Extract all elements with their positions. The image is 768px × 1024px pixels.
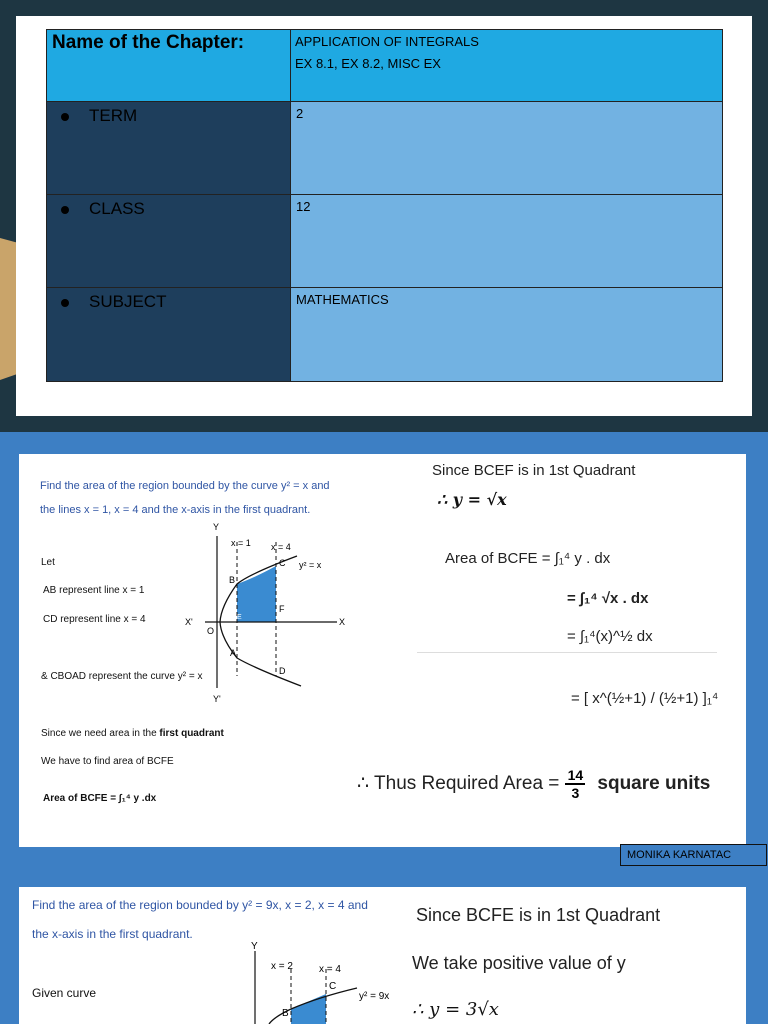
label-b: B xyxy=(229,575,236,585)
label-y: Y xyxy=(213,522,220,532)
graph-bcfe xyxy=(179,516,349,706)
label-curve: y² = 9x xyxy=(359,991,390,1002)
problem2-question-line1: Find the area of the region bounded by y² = 9x, x = 2, x = 4 and xyxy=(32,898,368,912)
chapter-label: Name of the Chapter: xyxy=(47,30,291,102)
cboad-text: & CBOAD represent the curve y² = x xyxy=(41,671,203,682)
problem1-question-line1: Find the area of the region bounded by the curve y² = x and xyxy=(40,480,330,492)
shaded-region xyxy=(237,566,276,622)
problem2-y-eq: ∴ y = 3√x xyxy=(412,999,499,1020)
label-x2: x = 2 xyxy=(271,961,293,972)
label-b: B xyxy=(282,1008,289,1019)
table-row xyxy=(47,102,723,195)
label-c: C xyxy=(329,981,337,992)
solution-result xyxy=(357,767,710,801)
solution-area1: Area of BCFE = ∫₁⁴ y . dx xyxy=(445,550,611,567)
class-label-cell xyxy=(47,195,291,288)
label-d: D xyxy=(279,666,286,676)
class-label: CLASS xyxy=(89,199,145,218)
chapter-value xyxy=(291,30,723,102)
chapter-name: APPLICATION OF INTEGRALS xyxy=(295,34,479,49)
label-x4: x = 4 xyxy=(271,542,291,552)
title-slide xyxy=(0,0,768,432)
result-numerator: 14 xyxy=(567,767,584,783)
given-curve-text: Given curve xyxy=(32,986,97,1000)
label-curve: y² = x xyxy=(299,560,322,570)
subject-label: SUBJECT xyxy=(89,292,167,311)
solution-area2: = ∫₁⁴ √x . dx xyxy=(567,590,649,607)
label-c: C xyxy=(279,558,286,568)
solution-y-eq: ∴ y = √x xyxy=(437,490,507,509)
label-a: A xyxy=(230,648,237,658)
label-e: E xyxy=(237,614,242,621)
table-row xyxy=(47,288,723,382)
label-y-prime: Y' xyxy=(213,694,221,704)
table-row xyxy=(47,30,723,102)
solution-since: Since BCEF is in 1st Quadrant xyxy=(432,462,636,479)
since-bold: first quadrant xyxy=(159,728,224,739)
area-label: Area of BCFE = ∫₁⁴ y .dx xyxy=(43,793,157,804)
bullet-icon xyxy=(61,206,69,214)
chapter-exercises: EX 8.1, EX 8.2, MISC EX xyxy=(295,56,441,71)
result-fraction xyxy=(565,767,585,801)
subject-value: MATHEMATICS xyxy=(291,288,723,382)
have-text: We have to find area of BCFE xyxy=(41,756,174,767)
result-unit: square units xyxy=(597,772,711,794)
problem2-question-line2: the x-axis in the first quadrant. xyxy=(32,927,193,941)
bullet-icon xyxy=(61,299,69,307)
label-y: Y xyxy=(251,941,258,952)
term-value: 2 xyxy=(291,102,723,195)
since-text xyxy=(41,728,224,739)
solution-area3: = ∫₁⁴(x)^½ dx xyxy=(567,628,653,645)
term-label-cell xyxy=(47,102,291,195)
term-label: TERM xyxy=(89,106,138,125)
subject-label-cell xyxy=(47,288,291,382)
cd-text: CD represent line x = 4 xyxy=(43,614,146,625)
solution-area4: = [ x^(½+1) / (½+1) ]₁⁴ xyxy=(571,690,719,707)
problem2-slide xyxy=(19,887,746,1024)
bullet-icon xyxy=(61,113,69,121)
label-x1: x = 1 xyxy=(231,538,251,548)
chapter-info-table xyxy=(46,29,723,382)
class-value: 12 xyxy=(291,195,723,288)
label-o: O xyxy=(207,626,215,636)
result-denominator: 3 xyxy=(571,784,580,801)
graph-2 xyxy=(229,939,409,1024)
problem1-question-line2: the lines x = 1, x = 4 and the x-axis in the first quadrant. xyxy=(40,504,311,516)
problem2-positive: We take positive value of y xyxy=(412,953,626,973)
label-x-prime: X' xyxy=(185,617,193,627)
label-x: X xyxy=(339,617,346,627)
divider xyxy=(417,652,717,653)
result-prefix: ∴ Thus Required Area = xyxy=(357,773,560,795)
problem2-since: Since BCFE is in 1st Quadrant xyxy=(416,905,661,925)
problem1-slide xyxy=(19,454,746,847)
let-text: Let xyxy=(41,557,55,568)
since-prefix: Since we need area in the xyxy=(41,728,157,739)
label-f: F xyxy=(279,604,285,614)
label-x4: x = 4 xyxy=(319,964,341,975)
author-credit: MONIKA KARNATAC xyxy=(620,844,767,866)
table-row xyxy=(47,195,723,288)
ab-text: AB represent line x = 1 xyxy=(43,585,145,596)
